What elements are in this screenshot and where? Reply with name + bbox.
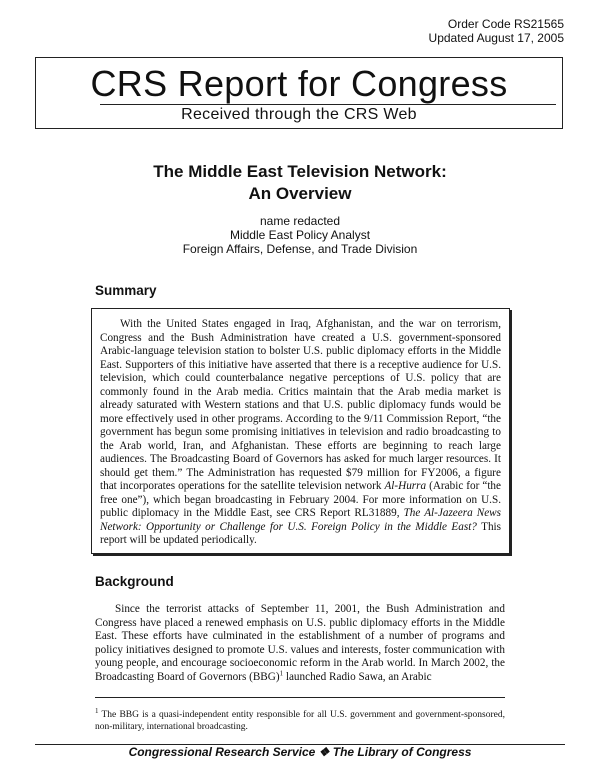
- order-code-block: [429, 17, 564, 45]
- background-text: [95, 603, 505, 684]
- background-paragraph: [95, 603, 505, 684]
- background-part-2: launched Radio Sawa, an Arabic: [283, 670, 432, 683]
- masthead: [35, 57, 563, 129]
- background-heading: Background: [95, 574, 174, 589]
- masthead-subtitle: Received through the CRS Web: [181, 106, 417, 123]
- background-part-1: Since the terrorist attacks of September 11, 2001, the Bush Administration and Congress have placed a renewed emphasis on U.S. public diplomacy efforts in the Middle East. These efforts have culminated in the establishment of a number of programs and policy initiatives designed to promote U.S. values and interests, foster communication with young people, and encourage socioeconomic reform in the Arab world. In March 2002, the Broadcasting Board of Governors (BBG): [95, 603, 505, 683]
- author-name: name redacted: [259, 214, 341, 228]
- title-line-2: An Overview: [248, 184, 352, 203]
- summary-part-2: (Arabic for “the free one”), which began broadcasting in February 2004. For more information on U.S. public diplomacy in the Middle East, see CRS Report RL31889,: [100, 480, 501, 519]
- summary-part-3: This report will be updated periodically.: [100, 520, 502, 546]
- report-title: The Al-Jazeera News Network: Opportunity or Challenge for U.S. Foreign Policy in the Middle East?: [100, 507, 501, 533]
- footnote-rule: [95, 697, 505, 698]
- document-title: [0, 161, 600, 205]
- title-line-1: The Middle East Television Network:: [153, 162, 447, 181]
- summary-text: [100, 318, 501, 548]
- updated-date: Updated August 17, 2005: [428, 31, 564, 45]
- author-division: Foreign Affairs, Defense, and Trade Division: [182, 242, 418, 256]
- footnote-number: 1: [95, 706, 99, 715]
- order-code: Order Code RS21565: [447, 17, 564, 31]
- author-block: [0, 214, 600, 256]
- footnote: [95, 706, 505, 733]
- alhurra-name: Al-Hurra: [384, 480, 427, 492]
- footer-text: Congressional Research Service ❖ The Library of Congress: [128, 745, 472, 759]
- masthead-title: CRS Report for Congress: [90, 63, 508, 104]
- footnote-text: The BBG is a quasi-independent entity responsible for all U.S. government and government-sponsored, non-military, international broadcasting.: [95, 710, 505, 732]
- author-role: Middle East Policy Analyst: [229, 228, 371, 242]
- summary-part-1: With the United States engaged in Iraq, Afghanistan, and the war on terrorism, Congress and the Bush Administration have created a U.S. government-sponsored Arabic-language television station to bolster U.S. public diplomacy efforts in the Middle East. Supporters of this initiative have asserted that there is a receptive audience for U.S. television, which could counterbalance negative perceptions of U.S. policy that are commonly found in the Arab media. Critics maintain that the Arab media market is already saturated with Western stations and that U.S. public diplomacy funds would be more effectively used in other programs. According to the 9/11 Commission Report, “the government has begun some promising initiatives in television and radio broadcasting to the Arab world, Iran, and Afghanistan. These efforts are beginning to reach large audiences. The Broadcasting Board of Governors has asked for much larger resources. It should get them.” The Administration has requested $79 million for FY2006, a figure that incorporates operations for the satellite television network: [100, 318, 501, 492]
- summary-heading: Summary: [95, 283, 157, 298]
- footnote-marker[interactable]: 1: [279, 668, 284, 677]
- summary-box: [91, 308, 510, 554]
